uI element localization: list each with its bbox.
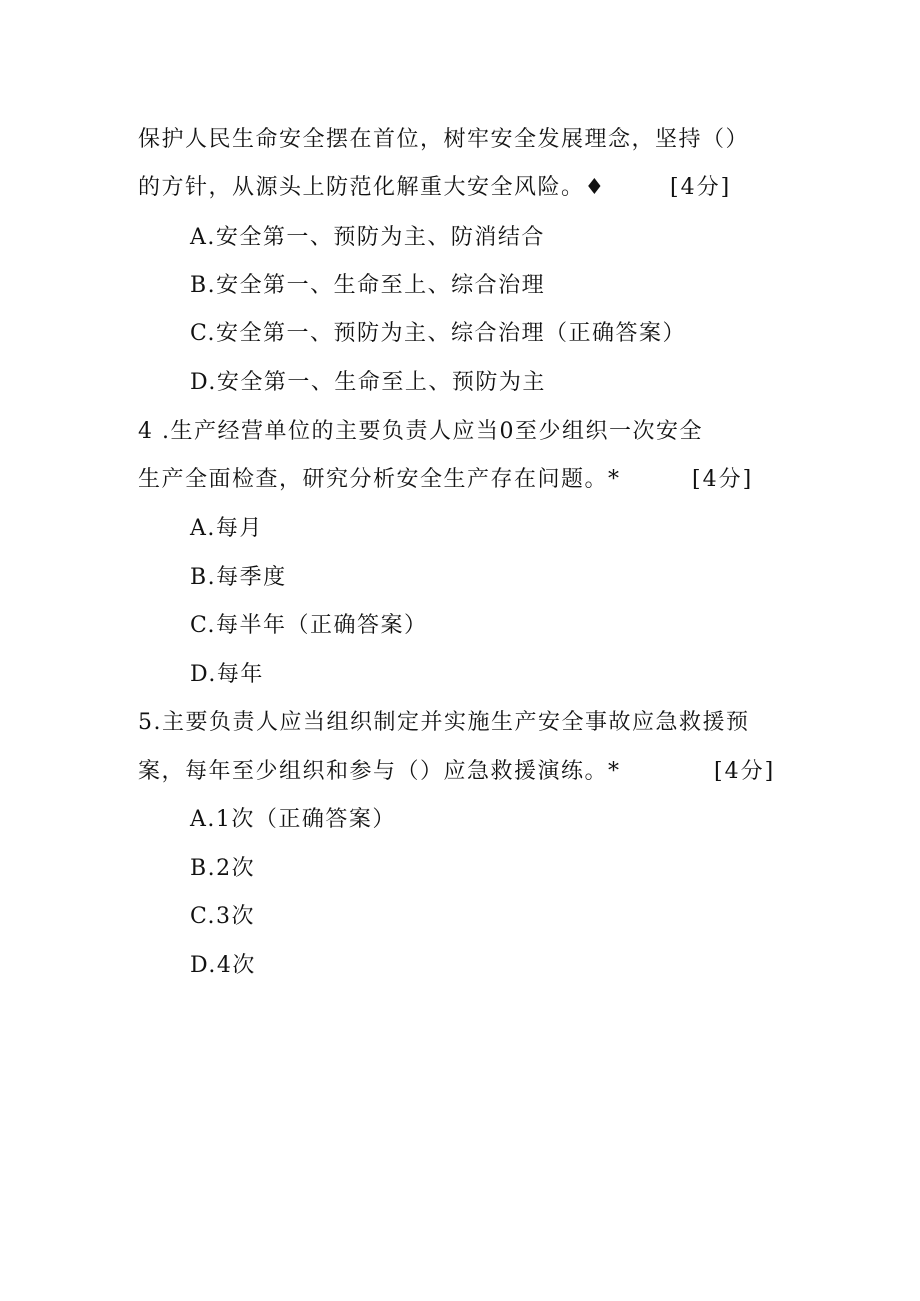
question-5-text-line-2: 案，每年至少组织和参与（）应急救援演练。* [138, 759, 621, 784]
question-5-option-a[interactable]: A.1次（正确答案） [190, 807, 396, 832]
question-4-option-a[interactable]: A.每月 [190, 516, 263, 541]
question-3-text-line-2: 的方针，从源头上防范化解重大安全风险。♦ [138, 175, 606, 200]
question-5-score: [4分] [714, 759, 776, 784]
question-4-option-c[interactable]: C.每半年（正确答案） [190, 613, 428, 638]
question-3-option-c[interactable]: C.安全第一、预防为主、综合治理（正确答案） [190, 321, 687, 346]
question-3-score: [4分] [670, 175, 732, 200]
question-3-option-a[interactable]: A.安全第一、预防为主、防消结合 [190, 225, 545, 250]
question-4-option-d[interactable]: D.每年 [190, 662, 264, 687]
question-5-text-line-1: 5.主要负责人应当组织制定并实施生产安全事故应急救援预 [138, 710, 750, 735]
question-5-option-c[interactable]: C.3次 [190, 904, 256, 929]
question-5-option-d[interactable]: D.4次 [190, 953, 256, 978]
question-4-text-line-1: 4 .生产经营单位的主要负责人应当0至少组织一次安全 [138, 419, 703, 444]
question-4-score: [4分] [692, 467, 754, 492]
question-3-text-line-1: 保护人民生命安全摆在首位，树牢安全发展理念，坚持（） [138, 127, 750, 152]
question-4-text-line-2: 生产全面检查，研究分析安全生产存在问题。* [138, 467, 621, 492]
question-5-option-b[interactable]: B.2次 [190, 856, 256, 881]
question-4-option-b[interactable]: B.每季度 [190, 565, 287, 590]
question-3-option-d[interactable]: D.安全第一、生命至上、预防为主 [190, 370, 546, 395]
question-3-option-b[interactable]: B.安全第一、生命至上、综合治理 [190, 273, 546, 298]
